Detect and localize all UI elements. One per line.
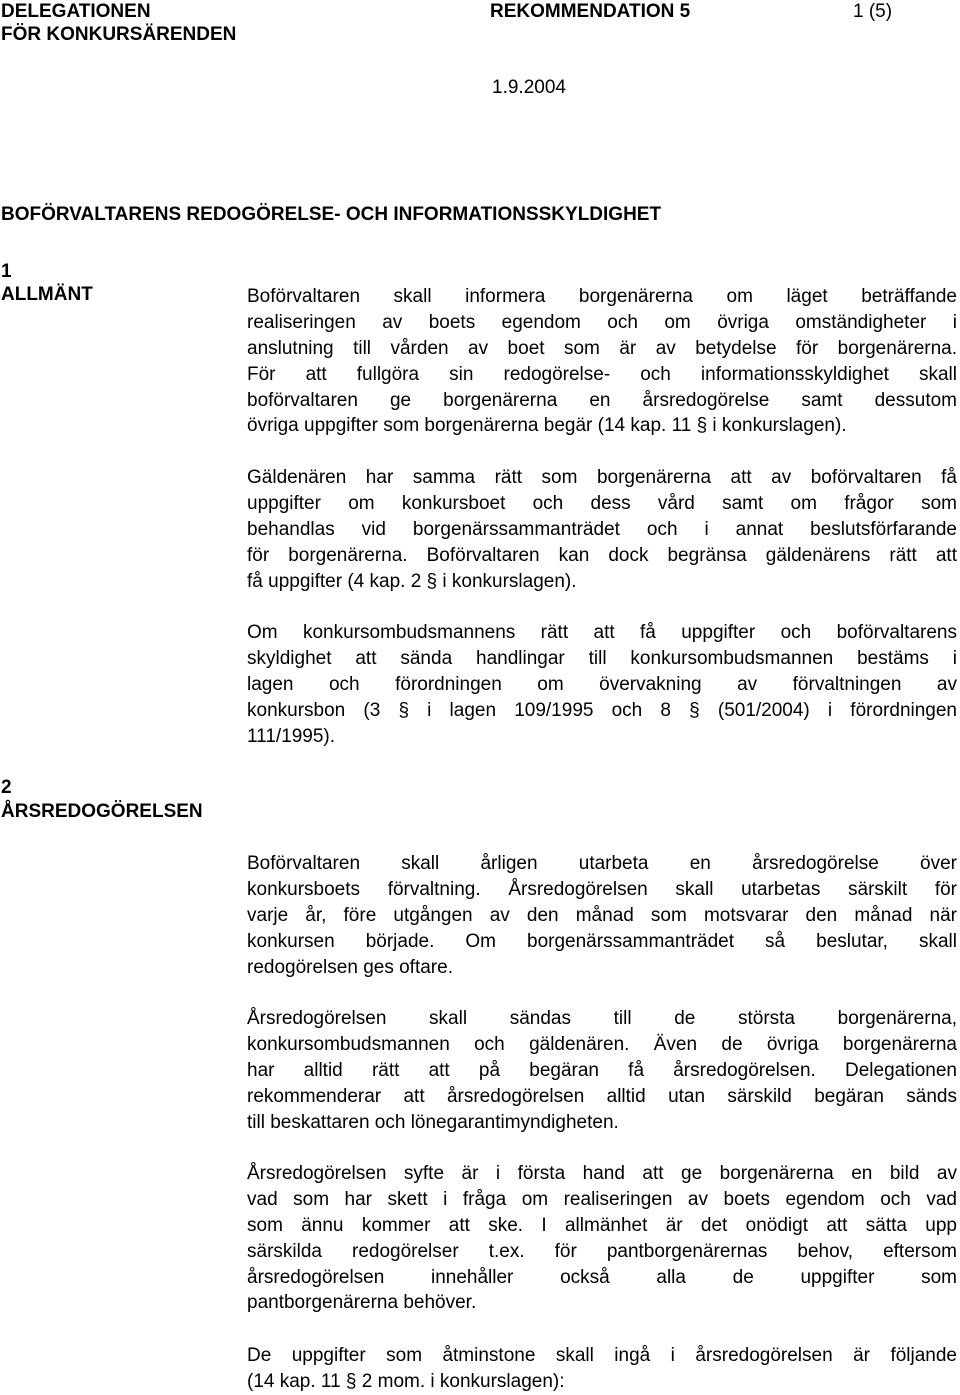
text-line: konkursbon (3 § i lagen 109/1995 och 8 § (501/2004) i förordningen bbox=[247, 699, 957, 721]
section-1-number: 1 bbox=[1, 261, 12, 282]
text-line: till beskattaren och lönegarantimyndigheten. bbox=[247, 1111, 619, 1133]
text-line: pantborgenärerna behöver. bbox=[247, 1292, 477, 1314]
section-1-paragraph-1 bbox=[247, 284, 957, 439]
text-line: konkursen började. Om borgenärssammanträdet så beslutar, skall bbox=[247, 930, 957, 952]
org-name-line2: FÖR KONKURSÄRENDEN bbox=[1, 24, 237, 45]
section-2-heading: ÅRSREDOGÖRELSEN bbox=[1, 801, 203, 822]
text-line: för borgenärerna. Boförvaltaren kan dock begränsa gäldenärens rätt att bbox=[247, 544, 957, 566]
text-line: lagen och förordningen om övervakning av förvaltningen av bbox=[247, 673, 957, 695]
text-line: Gäldenären har samma rätt som borgenärerna att av boförvaltaren få bbox=[247, 467, 957, 488]
section-2-number: 2 bbox=[1, 777, 12, 798]
text-line: har alltid rätt att på begäran få årsredogörelsen. Delegationen bbox=[247, 1059, 957, 1081]
text-line: konkursboets förvaltning. Årsredogörelsen skall utarbetas särskilt för bbox=[247, 878, 957, 900]
text-line: övriga uppgifter som borgenärerna begär (14 kap. 11 § i konkurslagen). bbox=[247, 415, 847, 437]
text-line: vad som har skett i fråga om realiseringen av boets egendom och vad bbox=[247, 1188, 957, 1210]
text-line: Årsredogörelsen syfte är i första hand att ge borgenärerna en bild av bbox=[247, 1163, 957, 1184]
text-line: som ännu kommer att ske. I allmänhet är det onödigt att sätta upp bbox=[247, 1214, 957, 1236]
document-date: 1.9.2004 bbox=[492, 77, 566, 98]
text-line: realiseringen av boets egendom och om övriga omständigheter i bbox=[247, 311, 957, 333]
text-line: För att fullgöra sin redogörelse- och informationsskyldighet skall bbox=[247, 363, 957, 385]
text-line: konkursombudsmannen och gäldenären. Även de övriga borgenärerna bbox=[247, 1033, 957, 1055]
text-line: rekommenderar att årsredogörelsen alltid utan särskild begäran sänds bbox=[247, 1085, 957, 1107]
section-1-heading: ALLMÄNT bbox=[1, 284, 93, 305]
section-2-paragraph-4 bbox=[247, 1343, 957, 1395]
text-line: redogörelsen ges oftare. bbox=[247, 956, 453, 978]
text-line: varje år, före utgången av den månad som motsvarar den månad när bbox=[247, 904, 957, 926]
recommendation-title: REKOMMENDATION 5 bbox=[490, 1, 691, 22]
text-line: Boförvaltaren skall informera borgenärerna om läget beträffande bbox=[247, 286, 957, 307]
text-line: särskilda redogörelser t.ex. för pantborgenärernas behov, eftersom bbox=[247, 1240, 957, 1262]
section-1-paragraph-2 bbox=[247, 465, 957, 594]
text-line: Om konkursombudsmannens rätt att få uppgifter och boförvaltarens bbox=[247, 622, 957, 643]
text-line: 111/1995). bbox=[247, 725, 336, 747]
page-number: 1 (5) bbox=[853, 1, 893, 22]
text-line: anslutning till vården av boet som är av betydelse för borgenärerna. bbox=[247, 337, 957, 359]
text-line: De uppgifter som åtminstone skall ingå i årsredogörelsen är följande bbox=[247, 1345, 957, 1366]
text-line: uppgifter om konkursboet och dess vård samt om frågor som bbox=[247, 492, 957, 514]
text-line: skyldighet att sända handlingar till konkursombudsmannen bestäms i bbox=[247, 647, 957, 669]
main-title: BOFÖRVALTARENS REDOGÖRELSE- OCH INFORMATIONSSKYLDIGHET bbox=[1, 204, 662, 225]
text-line: årsredogörelsen innehåller också alla de uppgifter som bbox=[247, 1266, 957, 1288]
org-name-line1: DELEGATIONEN bbox=[1, 1, 151, 22]
text-line: behandlas vid borgenärssammanträdet och i annat beslutsförfarande bbox=[247, 518, 957, 540]
text-line: (14 kap. 11 § 2 mom. i konkurslagen): bbox=[247, 1370, 565, 1392]
section-2-paragraph-2 bbox=[247, 1006, 957, 1135]
text-line: få uppgifter (4 kap. 2 § i konkurslagen). bbox=[247, 570, 577, 592]
section-2-paragraph-1 bbox=[247, 851, 957, 980]
text-line: Boförvaltaren skall årligen utarbeta en årsredogörelse över bbox=[247, 853, 957, 874]
section-1-paragraph-3 bbox=[247, 620, 957, 749]
text-line: boförvaltaren ge borgenärerna en årsredogörelse samt dessutom bbox=[247, 389, 957, 411]
section-2-paragraph-3 bbox=[247, 1161, 957, 1316]
text-line: Årsredogörelsen skall sändas till de största borgenärerna, bbox=[247, 1008, 957, 1029]
